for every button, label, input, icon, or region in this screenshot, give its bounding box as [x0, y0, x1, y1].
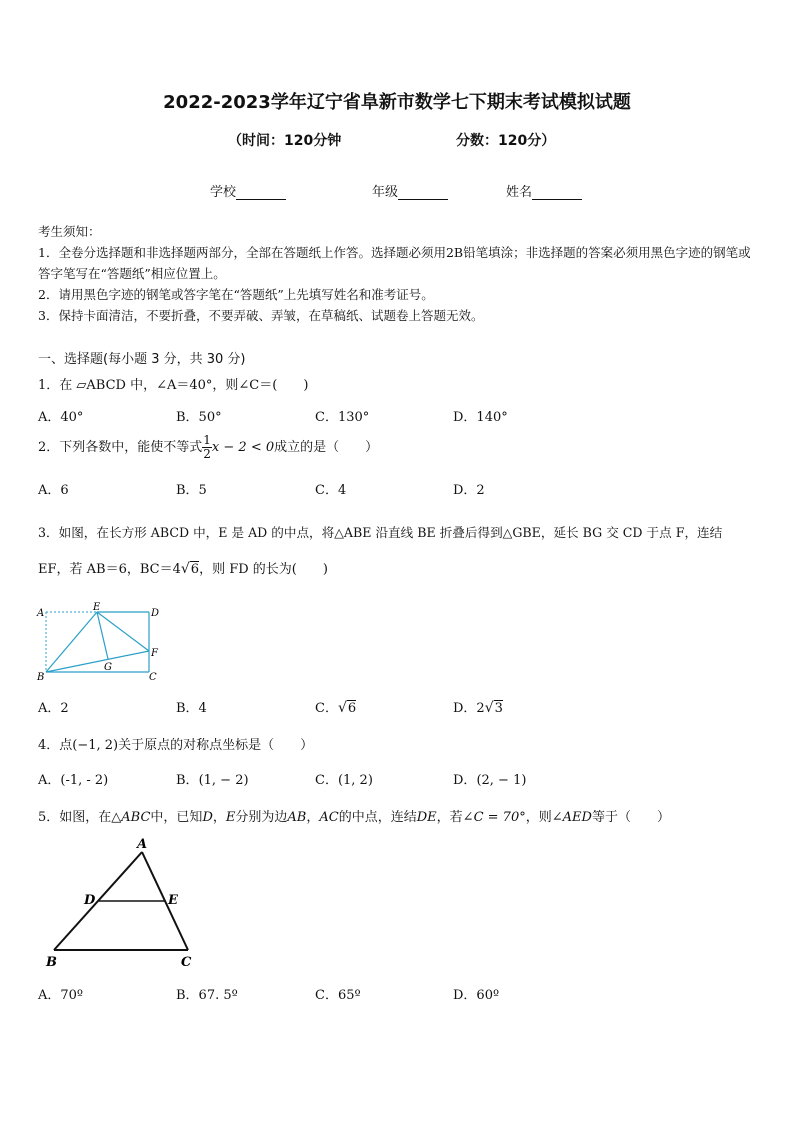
q5-side-ab: AB: [287, 810, 307, 825]
q3-label-a: A: [37, 608, 45, 619]
q4-option-b: [176, 769, 249, 788]
q2-option-c: C．4: [315, 483, 347, 498]
school-blank: [236, 186, 286, 200]
q5-option-b: B．67. 5º: [176, 988, 238, 1003]
grade-field: [372, 181, 448, 200]
q5-stem-2: 中，已知: [150, 810, 203, 825]
q5-figure-triangle: [40, 834, 200, 969]
q3-option-d-label: D．2: [453, 701, 485, 716]
q4-stem-pre: 4．点: [38, 738, 73, 753]
q4-option-a-label: A．: [38, 773, 61, 788]
question-5-stem: [38, 806, 670, 825]
q1-option-a: A．40°: [38, 410, 84, 425]
q3-option-c: [315, 697, 356, 716]
grade-label: 年级: [372, 185, 399, 200]
q3-figure-rectangle: [34, 602, 164, 682]
q4-option-b-value: (1, − 2): [198, 773, 249, 788]
page-title: 2022-2023学年辽宁省阜新市数学七下期末考试模拟试题: [163, 92, 631, 113]
q3-label-e: E: [93, 602, 101, 613]
q5-stem-5: ，若: [436, 810, 463, 825]
notice-item-3: 3．保持卡面清洁，不要折叠，不要弄破、弄皱，在草稿纸、试题卷上答题无效。: [38, 308, 484, 323]
q5-comma-1: ，: [212, 810, 226, 825]
q3-option-c-root: 6: [347, 701, 357, 716]
q5-stem-4: 的中点，连结: [338, 810, 417, 825]
q5-stem-1: 5．如图，在: [38, 810, 112, 825]
q2-fraction: [202, 434, 212, 461]
q3-label-b: B: [37, 672, 45, 682]
q5-angle-aed: ∠AED: [551, 810, 592, 825]
question-1-stem: 1．在 ▱ABCD 中，∠A＝40°，则∠C＝( ): [38, 378, 309, 393]
q2-option-d: D．2: [453, 483, 485, 498]
q4-option-a: [38, 769, 108, 788]
notice-item-1: 1．全卷分选择题和非选择题两部分，全部在答题纸上作答。选择题必须用2B铅笔填涂；非选择题的答案必须用黑色字迹的钢笔或答字笔写在“答题纸”相应位置上。: [38, 245, 751, 281]
q3-line2-pre: EF，若 AB＝6，BC＝4: [38, 562, 181, 577]
q4-option-d-value: (2, − 1): [476, 773, 527, 788]
grade-blank: [398, 186, 448, 200]
q4-option-c-label: C．: [315, 773, 338, 788]
question-2-stem: [38, 434, 378, 461]
q5-angle-c: ∠C = 70°: [462, 810, 526, 825]
notice-heading: 考生须知：: [38, 224, 101, 239]
section-heading: 一、选择题(每小题 3 分，共 30 分): [38, 352, 246, 367]
q5-stem-6: ，则: [525, 810, 552, 825]
q5-stem-3: 分别为边: [235, 810, 288, 825]
school-field: [210, 181, 286, 200]
q1-option-c: C．130°: [315, 410, 370, 425]
q1-option-d: D．140°: [453, 410, 508, 425]
q5-point-d: D: [202, 810, 213, 825]
name-label: 姓名: [506, 185, 533, 200]
q5-point-e: E: [225, 810, 236, 825]
q4-point: (−1, 2): [72, 738, 119, 753]
name-field: [506, 181, 582, 200]
q5-option-a: A．70º: [38, 988, 84, 1003]
q4-option-c: [315, 769, 373, 788]
q4-option-a-value: (-1, - 2): [60, 773, 109, 788]
sqrt-icon: √: [180, 561, 190, 577]
q2-expr: x − 2 < 0: [211, 440, 275, 455]
q5-comma-2: ，: [306, 810, 320, 825]
q3-option-d: [453, 697, 503, 716]
q3-line2-root: 6: [190, 562, 200, 577]
q4-option-d: [453, 769, 526, 788]
q3-option-a: A．2: [38, 701, 69, 716]
q5-option-c: C．65º: [315, 988, 361, 1003]
q3-label-d: D: [151, 608, 160, 619]
q3-label-g: G: [104, 662, 112, 673]
q2-frac-den: 2: [203, 447, 211, 461]
q3-label-f: F: [151, 648, 158, 659]
q5-stem-7: 等于（ ）: [591, 810, 670, 825]
q5-label-d: D: [84, 893, 96, 908]
exam-score: 分数：120分）: [456, 133, 556, 149]
q4-option-c-value: (1, 2): [337, 773, 373, 788]
q2-frac-num: 1: [203, 433, 211, 447]
name-blank: [532, 186, 582, 200]
q4-stem-post: 关于原点的对称点坐标是（ ）: [118, 738, 314, 753]
q5-segment-de: DE: [416, 810, 437, 825]
notice-item-2: 2．请用黑色字迹的钢笔或答字笔在“答题纸”上先填写姓名和准考证号。: [38, 287, 434, 302]
school-label: 学校: [210, 185, 237, 200]
q2-stem-post: 成立的是（ ）: [274, 440, 379, 455]
q2-option-a: A．6: [38, 483, 69, 498]
q2-option-b: B．5: [176, 483, 207, 498]
question-3-line-2: [38, 558, 328, 577]
q3-line2-post: ，则 FD 的长为( ): [199, 562, 328, 577]
q2-stem-pre: 2．下列各数中，能使不等式: [38, 440, 203, 455]
q5-option-d: D．60º: [453, 988, 500, 1003]
q1-option-b: B．50°: [176, 410, 222, 425]
q3-label-c: C: [149, 672, 157, 682]
q5-label-c: C: [181, 955, 192, 969]
q4-option-d-label: D．: [453, 773, 477, 788]
q4-option-b-label: B．: [176, 773, 199, 788]
q3-option-c-label: C．: [315, 701, 338, 716]
q5-label-a: A: [137, 837, 148, 852]
sqrt-icon: √: [337, 700, 347, 716]
question-4-stem: [38, 734, 313, 753]
question-3-line-1: 3．如图，在长方形 ABCD 中，E 是 AD 的中点，将△ABE 沿直线 BE 折叠后得到△GBE，延长 BG 交 CD 于点 F，连结: [38, 525, 723, 540]
q3-option-d-root: 3: [494, 701, 503, 716]
q5-triangle: △ABC: [111, 810, 151, 825]
sqrt-icon: √: [484, 700, 494, 716]
q5-label-e: E: [168, 893, 178, 908]
q5-label-b: B: [46, 955, 57, 969]
q3-option-b: B．4: [176, 701, 207, 716]
q5-side-ac: AC: [319, 810, 339, 825]
exam-time: （时间：120分钟: [228, 133, 342, 149]
